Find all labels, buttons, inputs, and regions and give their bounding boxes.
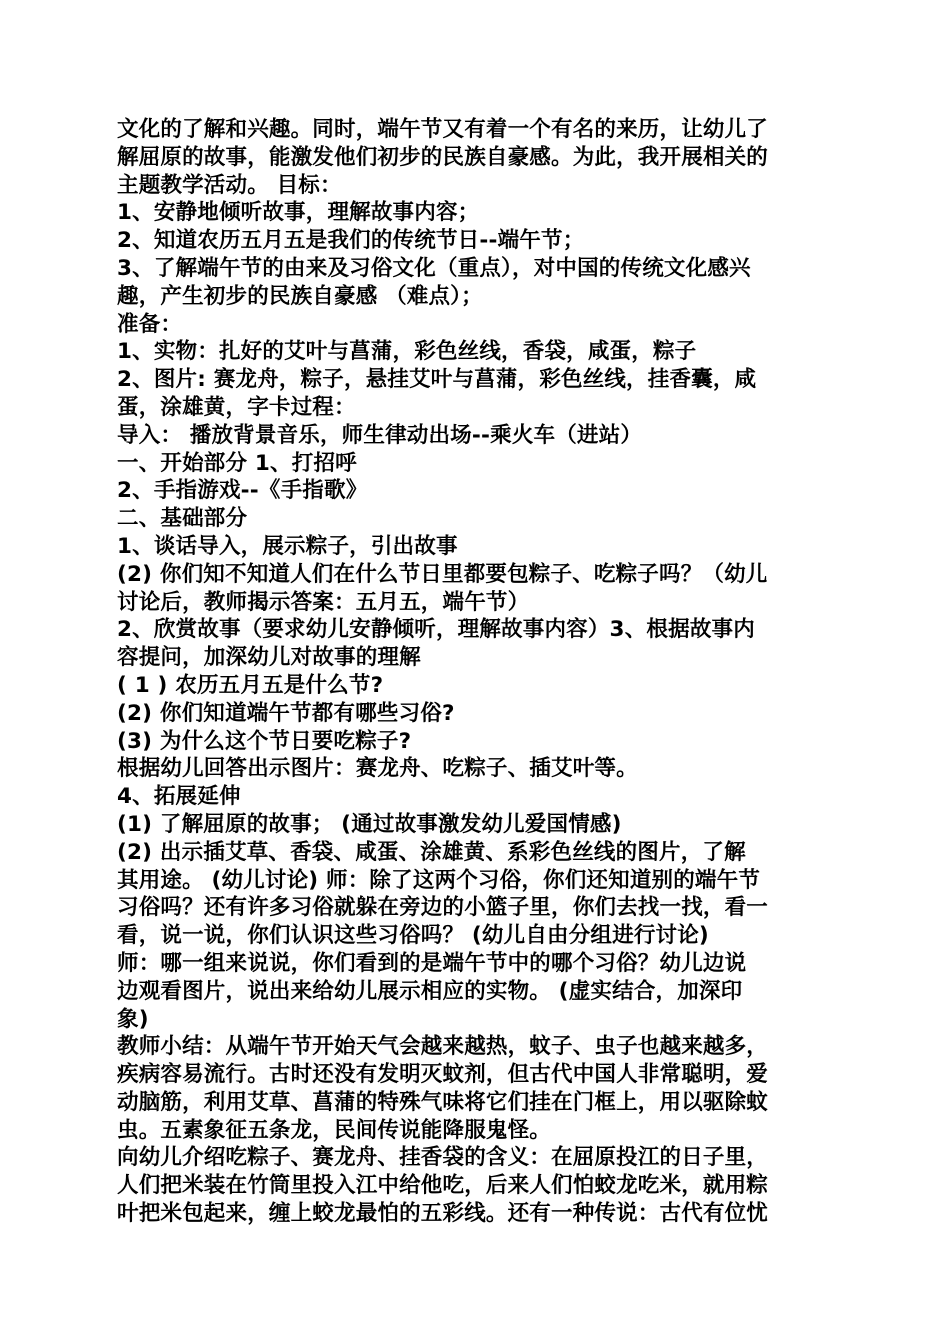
- text-line: 看，说一说，你们认识这些习俗吗？ (幼儿自由分组进行讨论): [117, 923, 709, 949]
- text-line: 2、手指游戏--《手指歌》: [117, 478, 368, 504]
- text-line: 师：哪一组来说说，你们看到的是端午节中的哪个习俗？幼儿边说: [117, 950, 747, 976]
- text-line: 3、了解端午节的由来及习俗文化（重点），对中国的传统文化感兴: [117, 255, 751, 281]
- text-line: 2、欣赏故事（要求幼儿安静倾听，理解故事内容）3、根据故事内: [117, 617, 755, 643]
- text-line: (1) 了解屈原的故事； (通过故事激发幼儿爱国情感): [117, 811, 622, 837]
- text-line: 一、开始部分 1、打招呼: [117, 450, 357, 476]
- text-line: ( 1 ) 农历五月五是什么节?: [117, 672, 384, 698]
- text-line: 2、图片: 赛龙舟，粽子，悬挂艾叶与菖蒲，彩色丝线，挂香囊，咸: [117, 367, 757, 393]
- text-line: 解屈原的故事，能激发他们初步的民族自豪感。为此，我开展相关的: [117, 144, 769, 170]
- text-line: (3) 为什么这个节日要吃粽子?: [117, 728, 412, 754]
- text-line: 叶把米包起来，缠上蛟龙最怕的五彩线。还有一种传说：古代有位忧: [117, 1201, 769, 1227]
- text-line: 动脑筋，利用艾草、菖蒲的特殊气味将它们挂在门框上，用以驱除蚊: [117, 1089, 769, 1115]
- text-line: 虫。五素象征五条龙，民间传说能降服鬼怪。: [117, 1117, 552, 1143]
- text-line: (2) 你们知道端午节都有哪些习俗?: [117, 700, 455, 726]
- text-line: (2) 出示插艾草、香袋、咸蛋、涂雄黄、系彩色丝线的图片，了解: [117, 839, 746, 865]
- text-line: 趣，产生初步的民族自豪感 （难点）；: [117, 283, 483, 309]
- text-line: 讨论后，教师揭示答案：五月五，端午节）: [117, 589, 530, 615]
- text-line: 其用途。 (幼儿讨论) 师：除了这两个习俗，你们还知道别的端午节: [117, 867, 761, 893]
- text-line: 文化的了解和兴趣。同时，端午节又有着一个有名的来历，让幼儿了: [117, 117, 769, 142]
- text-line: 1、谈话导入，展示粽子，引出故事: [117, 533, 458, 559]
- document-body: [117, 116, 842, 1228]
- text-line: (2) 你们知不知道人们在什么节日里都要包粽子、吃粽子吗？（幼儿: [117, 561, 768, 587]
- text-line: 习俗吗？还有许多习俗就躲在旁边的小篮子里，你们去找一找，看一: [117, 895, 769, 921]
- text-line: 根据幼儿回答出示图片：赛龙舟、吃粽子、插艾叶等。: [117, 756, 638, 782]
- text-line: 1、安静地倾听故事，理解故事内容；: [117, 200, 480, 226]
- text-line: 2、知道农历五月五是我们的传统节日--端午节；: [117, 228, 585, 254]
- text-line: 边观看图片，说出来给幼儿展示相应的实物。 (虚实结合，加深印: [117, 978, 743, 1004]
- text-line: 准备：: [117, 311, 183, 337]
- text-line: 向幼儿介绍吃粽子、赛龙舟、挂香袋的含义：在屈原投江的日子里，: [117, 1145, 769, 1171]
- text-line: 疾病容易流行。古时还没有发明灭蚊剂，但古代中国人非常聪明，爱: [117, 1062, 769, 1088]
- text-line: 蛋，涂雄黄，字卡过程：: [117, 394, 356, 420]
- text-line: 4、拓展延伸: [117, 784, 241, 810]
- text-line: 教师小结：从端午节开始天气会越来越热，蚊子、虫子也越来越多，: [117, 1034, 769, 1060]
- text-line: 1、实物：扎好的艾叶与菖蒲，彩色丝线，香袋，咸蛋，粽子: [117, 339, 697, 365]
- text-line: 人们把米装在竹筒里投入江中给他吃，后来人们怕蛟龙吃米，就用粽: [117, 1173, 769, 1199]
- text-line: 象): [117, 1006, 149, 1032]
- text-line: 容提问，加深幼儿对故事的理解: [117, 645, 421, 671]
- text-line: 二、基础部分: [117, 506, 248, 532]
- text-line: 导入： 播放背景音乐，师生律动出场--乘火车（进站）: [117, 422, 643, 448]
- text-line: 主题教学活动。 目标：: [117, 172, 342, 198]
